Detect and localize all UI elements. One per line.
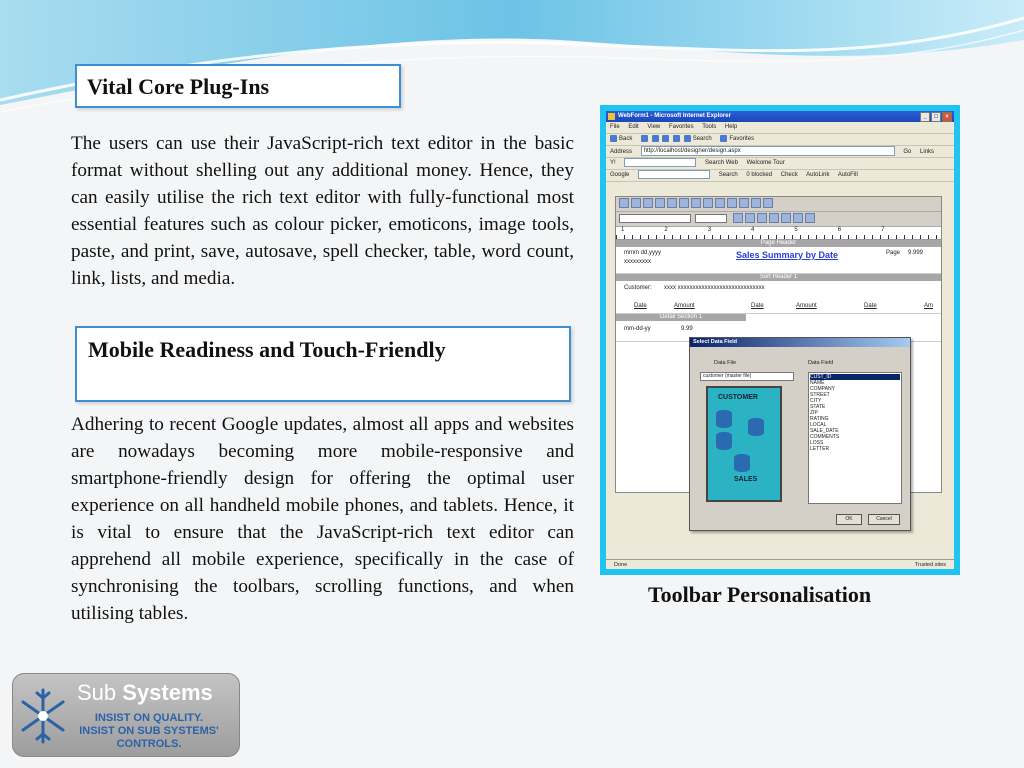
list-item[interactable]: COMMENTS <box>810 434 840 440</box>
cut-icon[interactable] <box>667 198 677 208</box>
google-logo: Google <box>610 172 630 179</box>
field-icon[interactable] <box>739 198 749 208</box>
paragraph-mobile: Adhering to recent Google updates, almost all apps and websites are nowadays becoming more mobile-responsive and smartphone-friendly design for offering the optimal user experience on all handheld mobile phones, and tablets. Hence, it is vital to ensure that the JavaScript-rich text editor can apprehend all mobile experience, specifically in the case of synchronising the toolbars, scrolling functions, and when utilising tables. <box>71 414 574 624</box>
menu-view[interactable]: View <box>647 124 661 130</box>
logo-name-light: Sub <box>77 680 123 705</box>
yahoo-logo: Y! <box>610 160 616 167</box>
popup-blocked[interactable]: 0 blocked <box>746 172 773 179</box>
browser-window <box>606 111 954 569</box>
search-button[interactable]: Search <box>692 136 712 142</box>
list-item[interactable]: STATE <box>810 404 826 410</box>
ruler-tick: 6 <box>837 227 842 233</box>
save-icon[interactable] <box>643 198 653 208</box>
page-header-row <box>616 247 941 274</box>
copy-icon[interactable] <box>679 198 689 208</box>
ie-icon <box>608 113 615 120</box>
address-input[interactable]: http://localhost/designer/design.aspx <box>641 146 895 156</box>
screenshot-caption: Toolbar Personalisation <box>648 582 872 607</box>
customer-value[interactable]: xxxx xxxxxxxxxxxxxxxxxxxxxxxxxxxxx <box>664 285 765 291</box>
heading-text: Vital Core Plug-Ins <box>87 74 270 99</box>
select-data-field-dialog <box>689 337 911 531</box>
ruler-tick: 4 <box>751 227 755 233</box>
ok-button[interactable]: OK <box>836 514 862 525</box>
ruler-tick: 7 <box>881 227 885 233</box>
page-number[interactable]: 9.999 <box>908 250 924 256</box>
database-icon <box>734 454 750 472</box>
minimize-icon[interactable]: _ <box>920 112 930 122</box>
sales-label: SALES <box>734 476 758 483</box>
list-item[interactable]: ZIP <box>810 410 818 416</box>
search-icon[interactable] <box>684 135 691 142</box>
window-title: WebForm1 - Microsoft Internet Explorer <box>618 113 731 119</box>
open-icon[interactable] <box>631 198 641 208</box>
column-amount[interactable]: Amount <box>796 303 817 309</box>
column-amount[interactable]: Am <box>924 303 933 309</box>
list-item[interactable]: COMPANY <box>810 386 835 392</box>
logo-name <box>77 680 213 706</box>
close-icon[interactable]: × <box>942 112 952 122</box>
column-date[interactable]: Date <box>864 303 877 309</box>
italic-icon[interactable] <box>745 213 755 223</box>
bold-icon[interactable] <box>733 213 743 223</box>
data-field-list[interactable] <box>808 372 902 504</box>
column-amount[interactable]: Amount <box>674 303 695 309</box>
list-item[interactable]: LOCAL <box>810 422 827 428</box>
ruler-tick: 1 <box>621 227 625 233</box>
address-label: Address <box>610 148 633 155</box>
placeholder-x[interactable]: xxxxxxxxx <box>624 259 651 265</box>
links-button[interactable]: Links <box>920 148 935 155</box>
detail-section-band[interactable]: Detail Section 1 <box>616 314 746 321</box>
home-icon[interactable] <box>673 135 680 142</box>
menu-bar <box>606 122 954 134</box>
ruler-tick: 5 <box>794 227 798 233</box>
yahoo-search-input[interactable] <box>624 158 696 167</box>
page-label: Page <box>886 250 901 256</box>
database-icon <box>716 432 732 450</box>
sort-header-band[interactable]: Sort Header 1 <box>616 274 941 281</box>
size-select[interactable] <box>695 214 727 223</box>
customer-sales-diagram <box>706 386 782 502</box>
yahoo-toolbar <box>606 158 954 170</box>
border-icon[interactable] <box>805 213 815 223</box>
list-item[interactable]: NAME <box>810 380 825 386</box>
data-field-label: Data Field <box>808 360 834 366</box>
menu-help[interactable]: Help <box>724 124 738 130</box>
ruler-tick: 2 <box>664 227 668 233</box>
data-file-select[interactable]: customer (master file) <box>700 372 794 381</box>
database-icon <box>748 418 764 436</box>
autofill-button[interactable]: AutoFill <box>837 172 858 179</box>
check-button[interactable]: Check <box>780 172 798 179</box>
list-item[interactable]: RATING <box>810 416 829 422</box>
print-icon[interactable] <box>655 198 665 208</box>
sub-systems-logo <box>12 673 240 757</box>
heading-mobile-readiness <box>75 326 571 402</box>
back-button[interactable]: Back <box>619 136 633 142</box>
google-search-button[interactable]: Search <box>718 172 738 179</box>
autolink-button[interactable]: AutoLink <box>806 172 830 179</box>
paste-icon[interactable] <box>691 198 701 208</box>
go-button[interactable]: Go <box>903 148 912 155</box>
favorites-button[interactable]: Favorites <box>729 136 755 142</box>
date-format[interactable]: mmm dd,yyyy <box>624 250 662 256</box>
status-done: Done <box>614 562 628 568</box>
database-icon <box>716 410 732 428</box>
detail-number[interactable]: 9.99 <box>681 326 693 332</box>
align-left-icon[interactable] <box>769 213 779 223</box>
list-item[interactable]: LETTER <box>810 446 830 452</box>
favorites-icon[interactable] <box>720 135 727 142</box>
screenshot-frame <box>600 105 960 575</box>
color-icon[interactable] <box>793 213 803 223</box>
ruler <box>616 227 941 240</box>
list-item[interactable]: CITY <box>810 398 822 404</box>
heading-text: Mobile Readiness and Touch-Friendly <box>88 337 446 362</box>
maximize-icon[interactable]: □ <box>931 112 941 122</box>
tagline-line-1: INSIST ON QUALITY. <box>94 712 204 724</box>
list-item[interactable]: LOSS <box>810 440 824 446</box>
heading-vital-core-plugins <box>75 64 401 108</box>
font-select[interactable] <box>619 214 691 223</box>
welcome-tour-button[interactable]: Welcome Tour <box>746 160 785 167</box>
sort-header-row <box>616 281 941 314</box>
status-bar <box>606 559 954 569</box>
editor-toolbar <box>616 197 941 212</box>
logo-tagline <box>63 712 235 751</box>
align-center-icon[interactable] <box>781 213 791 223</box>
address-bar <box>606 146 954 158</box>
list-item[interactable]: SALE_DATE <box>810 428 839 434</box>
nav-toolbar <box>606 134 954 146</box>
table-icon[interactable] <box>727 198 737 208</box>
dialog-title: Select Data Field <box>690 338 910 347</box>
back-icon[interactable] <box>610 135 617 142</box>
customer-label: CUSTOMER <box>718 394 758 401</box>
logo-name-bold: Systems <box>122 680 213 705</box>
list-item[interactable]: STREET <box>810 392 830 398</box>
menu-tools[interactable]: Tools <box>702 124 717 130</box>
menu-favorites[interactable]: Favorites <box>668 124 694 130</box>
menu-file[interactable]: File <box>610 124 620 130</box>
format-toolbar <box>616 212 941 227</box>
refresh-icon[interactable] <box>662 135 669 142</box>
column-date[interactable]: Date <box>751 303 764 309</box>
list-item[interactable]: CUST_ID <box>810 374 900 380</box>
snowflake-icon <box>21 686 65 746</box>
detail-date[interactable]: mm-dd-yy <box>624 326 651 332</box>
paragraph-plugins: The users can use their JavaScript-rich text editor in the basic format without shelling out any additional money. Hence, they can easily utilise the rich text editor with fully-functional most essential features such as colour picker, emoticons, image tools, paste, and print, save, autosave, spell checker, table, word count, link, lists, and media. <box>71 133 574 289</box>
search-web-button[interactable]: Search Web <box>705 160 738 167</box>
column-date[interactable]: Date <box>634 303 647 309</box>
window-titlebar <box>606 111 954 122</box>
customer-label: Customer: <box>624 285 652 291</box>
help-icon[interactable] <box>763 198 773 208</box>
stop-icon[interactable] <box>652 135 659 142</box>
forward-icon[interactable] <box>641 135 648 142</box>
google-search-input[interactable] <box>638 170 710 179</box>
underline-icon[interactable] <box>757 213 767 223</box>
menu-edit[interactable]: Edit <box>628 124 639 130</box>
undo-icon[interactable] <box>703 198 713 208</box>
page-header-band[interactable]: Page Header <box>616 240 941 247</box>
ruler-tick: 3 <box>707 227 712 233</box>
picture-icon[interactable] <box>715 198 725 208</box>
status-zone: Trusted sites <box>914 562 946 568</box>
zoom-icon[interactable] <box>751 198 761 208</box>
report-title[interactable]: Sales Summary by Date <box>736 250 839 260</box>
new-icon[interactable] <box>619 198 629 208</box>
tagline-line-2: INSIST ON SUB SYSTEMS' CONTROLS. <box>79 725 219 750</box>
google-toolbar <box>606 170 954 182</box>
cancel-button[interactable]: Cancel <box>868 514 900 525</box>
data-file-label: Data File <box>714 360 737 366</box>
